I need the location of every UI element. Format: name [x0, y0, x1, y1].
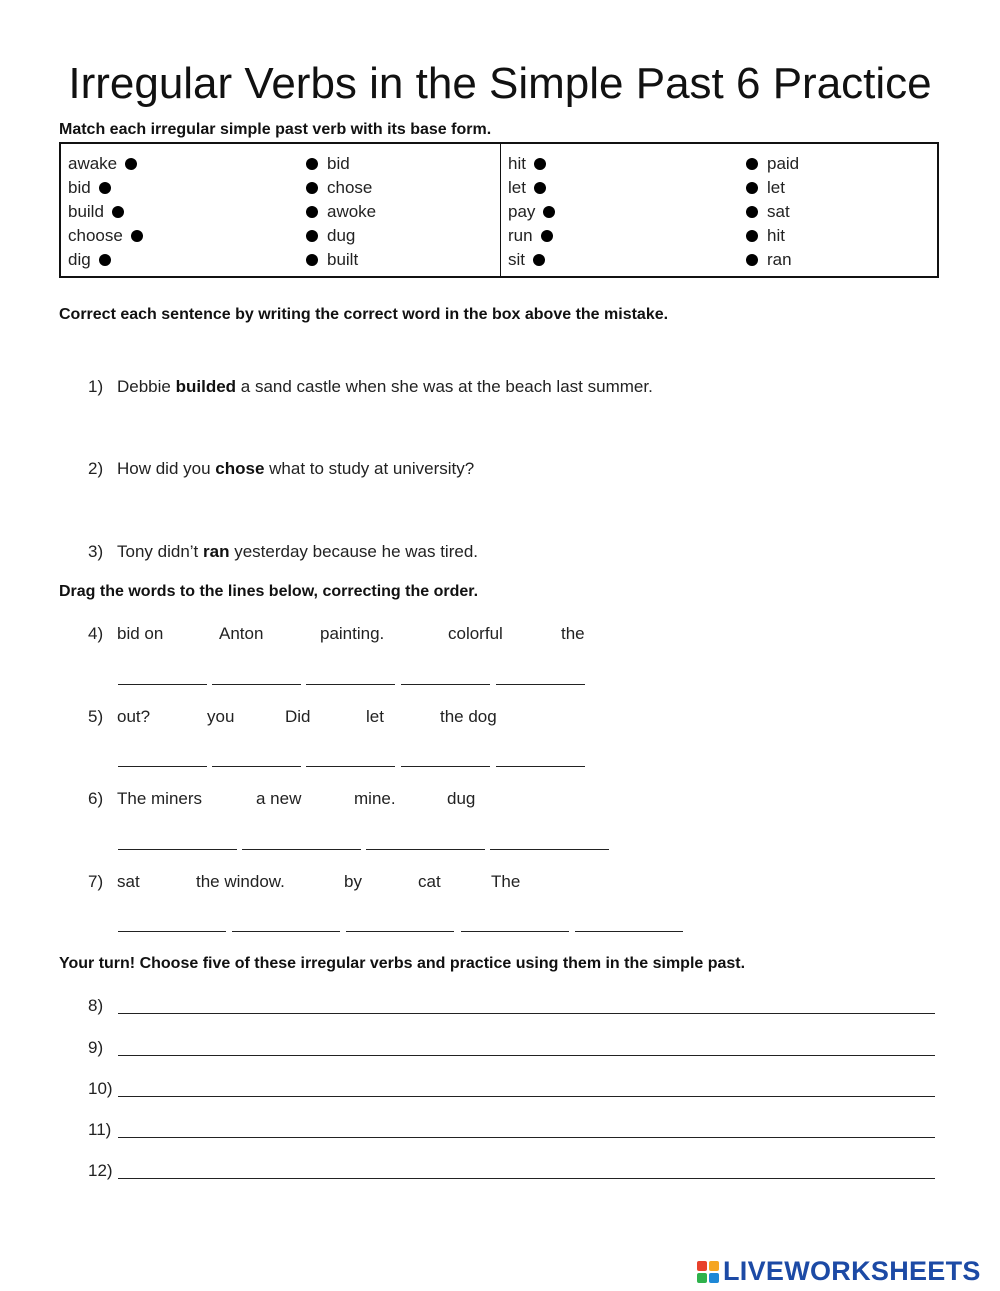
match-item[interactable]: awoke	[306, 200, 376, 224]
match-item[interactable]: choose	[68, 224, 143, 248]
match-dot[interactable]	[533, 254, 545, 266]
question-number: 12)	[88, 1161, 113, 1180]
logo-icon	[697, 1261, 719, 1283]
answer-blank[interactable]	[366, 849, 485, 850]
question-number: 10)	[88, 1079, 113, 1098]
drag-word[interactable]: Did	[285, 707, 311, 726]
logo-square	[709, 1273, 719, 1283]
match-dot[interactable]	[306, 230, 318, 242]
drag-word[interactable]: painting.	[320, 624, 385, 643]
match-dot[interactable]	[125, 158, 137, 170]
drag-word[interactable]: out?	[117, 707, 151, 726]
question-number: 4)	[88, 624, 104, 643]
writing-line[interactable]	[118, 1013, 935, 1014]
match-dot[interactable]	[112, 206, 124, 218]
drag-word[interactable]: the window.	[196, 872, 285, 891]
match-group1-base-column	[68, 152, 143, 272]
drag-word[interactable]: you	[207, 707, 235, 726]
match-dot[interactable]	[306, 182, 318, 194]
match-dot[interactable]	[306, 158, 318, 170]
question-number: 6)	[88, 789, 104, 808]
drag-word[interactable]: the	[561, 624, 585, 643]
reorder-instruction: Drag the words to the lines below, correcting the order.	[59, 583, 479, 600]
answer-blank[interactable]	[575, 931, 683, 932]
answer-blank[interactable]	[118, 766, 207, 767]
match-dot[interactable]	[746, 182, 758, 194]
writing-line[interactable]	[118, 1055, 935, 1056]
question-number: 9)	[88, 1038, 104, 1057]
drag-word[interactable]: Anton	[219, 624, 264, 643]
answer-blank[interactable]	[346, 931, 454, 932]
match-group1-past-column	[306, 152, 376, 272]
match-item[interactable]: let	[508, 176, 555, 200]
match-dot[interactable]	[534, 158, 546, 170]
answer-blank[interactable]	[401, 684, 490, 685]
your-turn-instruction: Your turn! Choose five of these irregular verbs and practice using them in the simple past.	[59, 955, 746, 972]
matching-divider	[500, 144, 501, 276]
drag-word[interactable]: by	[344, 872, 362, 891]
match-item[interactable]: pay	[508, 200, 555, 224]
matching-box	[59, 142, 939, 278]
answer-blank[interactable]	[242, 849, 361, 850]
match-item[interactable]: chose	[306, 176, 376, 200]
answer-blank[interactable]	[496, 766, 585, 767]
mistake-word[interactable]: chose	[215, 459, 265, 478]
question-number: 3)	[88, 542, 104, 561]
match-item[interactable]: hit	[746, 224, 799, 248]
match-dot[interactable]	[746, 254, 758, 266]
question-number: 1)	[88, 377, 104, 396]
match-item[interactable]: let	[746, 176, 799, 200]
match-dot[interactable]	[306, 206, 318, 218]
match-item[interactable]: sit	[508, 248, 555, 272]
match-item[interactable]: dig	[68, 248, 143, 272]
answer-blank[interactable]	[232, 931, 340, 932]
match-dot[interactable]	[99, 182, 111, 194]
drag-word[interactable]: colorful	[448, 624, 503, 643]
logo-square	[697, 1273, 707, 1283]
drag-word[interactable]: mine.	[354, 789, 396, 808]
matching-instruction: Match each irregular simple past verb with its base form.	[59, 121, 492, 138]
match-item[interactable]: build	[68, 200, 143, 224]
match-dot[interactable]	[306, 254, 318, 266]
correction-sentence: Debbie builded a sand castle when she was at the beach last summer.	[117, 377, 653, 396]
correction-instruction: Correct each sentence by writing the correct word in the box above the mistake.	[59, 306, 669, 323]
writing-line[interactable]	[118, 1096, 935, 1097]
match-item[interactable]: ran	[746, 248, 799, 272]
drag-word[interactable]: The miners	[117, 789, 203, 808]
answer-blank[interactable]	[401, 766, 490, 767]
page-title: Irregular Verbs in the Simple Past 6 Practice	[68, 59, 932, 108]
question-number: 2)	[88, 459, 104, 478]
drag-word[interactable]: the dog	[440, 707, 497, 726]
correction-sentence: How did you chose what to study at university?	[117, 459, 475, 478]
drag-word[interactable]: let	[366, 707, 384, 726]
answer-blank[interactable]	[212, 766, 301, 767]
match-group2-base-column	[508, 152, 555, 272]
match-item[interactable]: run	[508, 224, 555, 248]
writing-line[interactable]	[118, 1137, 935, 1138]
match-dot[interactable]	[99, 254, 111, 266]
match-dot[interactable]	[746, 206, 758, 218]
logo-square	[709, 1261, 719, 1271]
match-dot[interactable]	[131, 230, 143, 242]
match-dot[interactable]	[746, 158, 758, 170]
match-item[interactable]: sat	[746, 200, 799, 224]
match-item[interactable]: hit	[508, 152, 555, 176]
correction-sentence: Tony didn’t ran yesterday because he was tired.	[117, 542, 478, 561]
logo-square	[697, 1261, 707, 1271]
mistake-word[interactable]: ran	[203, 542, 230, 561]
answer-blank[interactable]	[496, 684, 585, 685]
mistake-word[interactable]: builded	[175, 377, 237, 396]
match-group2-past-column	[746, 152, 799, 272]
writing-line[interactable]	[118, 1178, 935, 1179]
question-number: 11)	[88, 1120, 112, 1139]
match-item[interactable]: dug	[306, 224, 376, 248]
drag-word[interactable]: bid on	[117, 624, 164, 643]
match-dot[interactable]	[541, 230, 553, 242]
match-item[interactable]: bid	[68, 176, 143, 200]
question-number: 8)	[88, 996, 104, 1015]
liveworksheets-logo	[697, 1256, 981, 1287]
match-item[interactable]: built	[306, 248, 376, 272]
answer-blank[interactable]	[118, 849, 237, 850]
question-number: 5)	[88, 707, 104, 726]
answer-blank[interactable]	[461, 931, 569, 932]
answer-blank[interactable]	[212, 684, 301, 685]
answer-blank[interactable]	[118, 684, 207, 685]
answer-blank[interactable]	[118, 931, 226, 932]
drag-word[interactable]: sat	[117, 872, 140, 891]
question-number: 7)	[88, 872, 104, 891]
answer-blank[interactable]	[490, 849, 609, 850]
match-dot[interactable]	[746, 230, 758, 242]
match-dot[interactable]	[534, 182, 546, 194]
match-item[interactable]: bid	[306, 152, 376, 176]
match-dot[interactable]	[543, 206, 555, 218]
drag-word[interactable]: a new	[256, 789, 302, 808]
answer-blank[interactable]	[306, 684, 395, 685]
match-item[interactable]: awake	[68, 152, 143, 176]
drag-word[interactable]: cat	[418, 872, 441, 891]
match-item[interactable]: paid	[746, 152, 799, 176]
drag-word[interactable]: The	[491, 872, 521, 891]
logo-text: LIVEWORKSHEETS	[723, 1256, 981, 1286]
drag-word[interactable]: dug	[447, 789, 476, 808]
answer-blank[interactable]	[306, 766, 395, 767]
